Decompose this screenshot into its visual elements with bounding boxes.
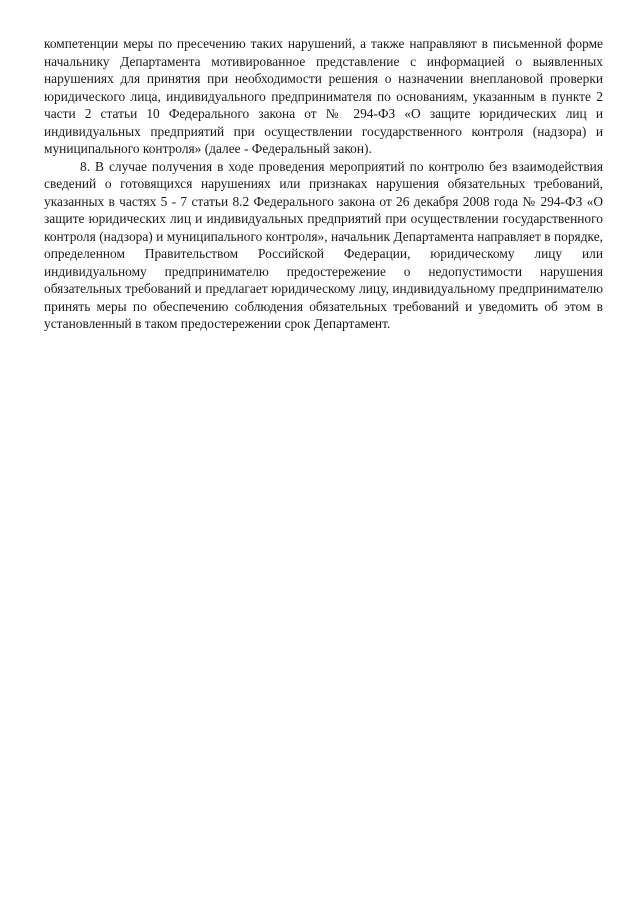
document-page [44, 35, 603, 333]
paragraph-continuation: компетенции меры по пресечению таких нарушений, а также направляют в письменной форме начальнику Департамента мотивированное представление с информацией о выявленных нарушениях для принятия при необходимости решения о назначении внеплановой проверки юридического лица, индивидуального предпринимателя по основаниям, указанным в пункте 2 части 2 статьи 10 Федерального закона от № 294-ФЗ «О защите юридических лиц и индивидуальных предприятий при осуществлении государственного контроля (надзора) и муниципального контроля» (далее - Федеральный закон). [44, 36, 603, 156]
paragraph-item-8: 8. В случае получения в ходе проведения мероприятий по контролю без взаимодействия сведений о готовящихся нарушениях или признаках нарушения обязательных требований, указанных в частях 5 - 7 статьи 8.2 Федерального закона от 26 декабря 2008 года № 294-ФЗ «О защите юридических лиц и индивидуальных предприятий при осуществлении государственного контроля (надзора) и муниципального контроля», начальник Департамента направляет в порядке, определенном Правительством Российской Федерации, юридическому лицу или индивидуальному предпринимателю предостережение о недопустимости нарушения обязательных требований и предлагает юридическому лицу, индивидуальному предпринимателю принять меры по обеспечению соблюдения обязательных требований и уведомить об этом в установленный в таком предостережении срок Департамент. [44, 158, 603, 331]
